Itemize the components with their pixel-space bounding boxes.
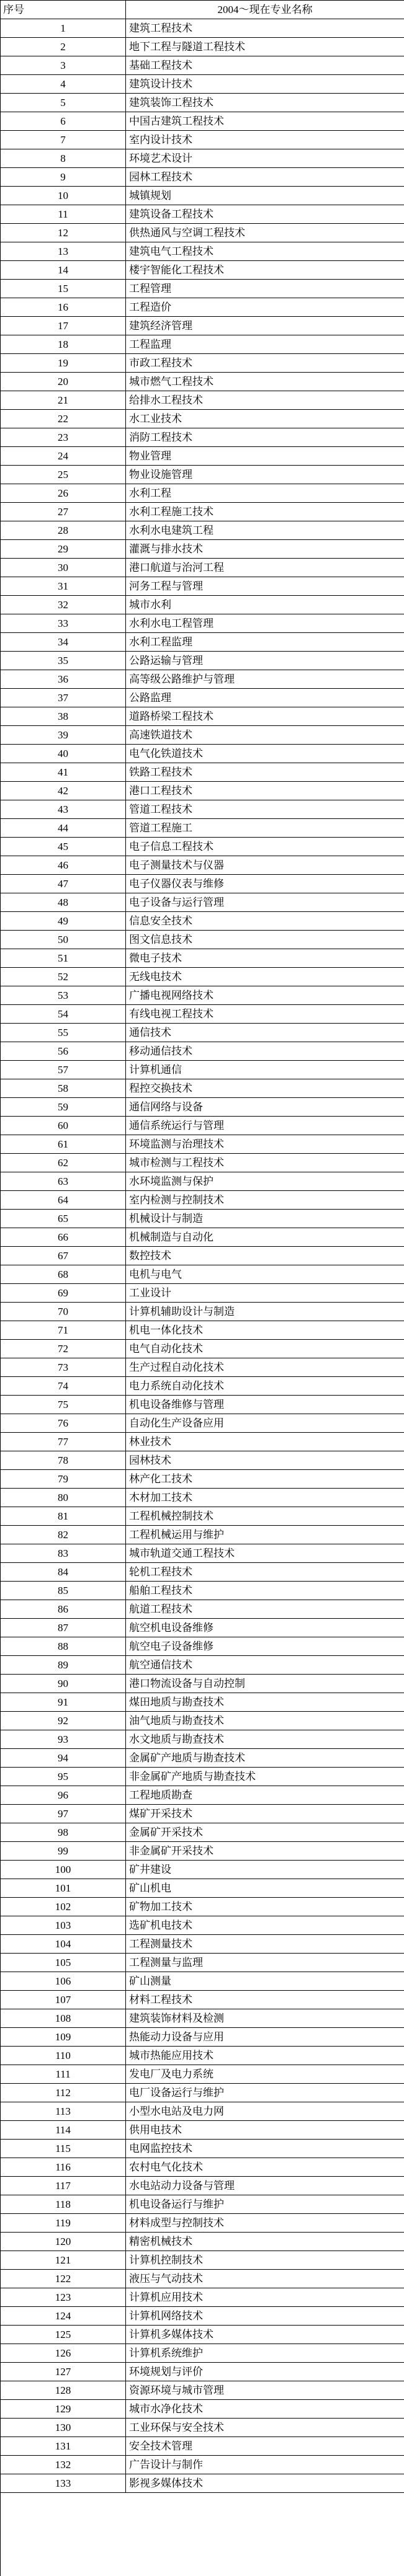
row-index-cell: 63: [1, 1172, 126, 1191]
row-index-cell: 21: [1, 391, 126, 410]
row-index-cell: 70: [1, 1303, 126, 1321]
row-major-name-cell: 建筑设备工程技术: [126, 205, 404, 224]
row-index-cell: 82: [1, 1526, 126, 1544]
row-index-cell: 45: [1, 838, 126, 856]
row-major-name-cell: 材料工程技术: [126, 1991, 404, 2009]
row-index-cell: 28: [1, 521, 126, 540]
row-index-cell: 53: [1, 986, 126, 1005]
row-major-name-cell: 水利水电建筑工程: [126, 521, 404, 540]
row-major-name-cell: 金属矿开采技术: [126, 1823, 404, 1842]
row-index-cell: 132: [1, 2456, 126, 2474]
row-index-cell: 98: [1, 1823, 126, 1842]
row-major-name-cell: 煤矿开采技术: [126, 1805, 404, 1823]
row-major-name-cell: 公路运输与管理: [126, 652, 404, 670]
row-index-cell: 37: [1, 689, 126, 707]
row-index-cell: 2: [1, 38, 126, 56]
row-major-name-cell: 城市水净化技术: [126, 2400, 404, 2419]
row-major-name-cell: 煤田地质与勘查技术: [126, 1693, 404, 1712]
row-major-name-cell: 影视多媒体技术: [126, 2474, 404, 2493]
row-index-cell: 1: [1, 19, 126, 38]
row-major-name-cell: 水利工程施工技术: [126, 503, 404, 521]
row-index-cell: 73: [1, 1358, 126, 1377]
row-index-cell: 131: [1, 2437, 126, 2456]
row-index-cell: 119: [1, 2214, 126, 2233]
row-index-cell: 114: [1, 2121, 126, 2140]
row-major-name-cell: 非金属矿开采技术: [126, 1842, 404, 1861]
row-index-cell: 108: [1, 2009, 126, 2028]
row-index-cell: 33: [1, 614, 126, 633]
row-index-cell: 69: [1, 1284, 126, 1303]
row-major-name-cell: 移动通信技术: [126, 1042, 404, 1061]
row-major-name-cell: 消防工程技术: [126, 428, 404, 447]
row-major-name-cell: 自动化生产设备应用: [126, 1414, 404, 1433]
row-index-cell: 81: [1, 1507, 126, 1526]
row-index-cell: 94: [1, 1749, 126, 1768]
row-major-name-cell: 市政工程技术: [126, 354, 404, 373]
row-index-cell: 84: [1, 1563, 126, 1582]
row-index-cell: 129: [1, 2400, 126, 2419]
row-major-name-cell: 数控技术: [126, 1247, 404, 1265]
row-major-name-cell: 计算机系统维护: [126, 2344, 404, 2363]
row-index-cell: 92: [1, 1712, 126, 1730]
row-index-cell: 61: [1, 1135, 126, 1154]
header-index: 序号: [1, 1, 126, 19]
row-index-cell: 102: [1, 1898, 126, 1916]
row-major-name-cell: 电子信息工程技术: [126, 838, 404, 856]
row-index-cell: 111: [1, 2065, 126, 2084]
row-index-cell: 32: [1, 596, 126, 614]
row-index-cell: 50: [1, 931, 126, 949]
row-major-name-cell: 机械设计与制造: [126, 1210, 404, 1228]
row-major-name-cell: 油气地质与勘查技术: [126, 1712, 404, 1730]
row-major-name-cell: 港口物流设备与自动控制: [126, 1675, 404, 1693]
row-index-cell: 83: [1, 1544, 126, 1563]
row-major-name-cell: 船舶工程技术: [126, 1582, 404, 1600]
row-index-cell: 51: [1, 949, 126, 968]
row-major-name-cell: 物业设施管理: [126, 466, 404, 484]
row-index-cell: 7: [1, 131, 126, 149]
row-index-cell: 49: [1, 912, 126, 931]
row-major-name-cell: 工程管理: [126, 280, 404, 298]
row-index-cell: 39: [1, 726, 126, 745]
row-index-cell: 120: [1, 2233, 126, 2251]
row-index-cell: 71: [1, 1321, 126, 1340]
row-index-cell: 85: [1, 1582, 126, 1600]
row-major-name-cell: 矿山测量: [126, 1972, 404, 1991]
row-index-cell: 123: [1, 2288, 126, 2307]
row-major-name-cell: 建筑经济管理: [126, 317, 404, 335]
row-index-cell: 104: [1, 1935, 126, 1954]
row-major-name-cell: 电机与电气: [126, 1265, 404, 1284]
row-index-cell: 66: [1, 1228, 126, 1247]
row-major-name-cell: 建筑电气工程技术: [126, 242, 404, 261]
row-major-name-cell: 机电设备运行与维护: [126, 2195, 404, 2214]
row-major-name-cell: 电子设备与运行管理: [126, 893, 404, 912]
row-major-name-cell: 材料成型与控制技术: [126, 2214, 404, 2233]
row-major-name-cell: 航道工程技术: [126, 1600, 404, 1619]
row-major-name-cell: 液压与气动技术: [126, 2270, 404, 2288]
row-index-cell: 30: [1, 559, 126, 577]
row-major-name-cell: 环境规划与评价: [126, 2363, 404, 2381]
row-major-name-cell: 工程机械控制技术: [126, 1507, 404, 1526]
row-major-name-cell: 建筑设计技术: [126, 75, 404, 94]
row-major-name-cell: 港口航道与治河工程: [126, 559, 404, 577]
row-index-cell: 106: [1, 1972, 126, 1991]
row-index-cell: 56: [1, 1042, 126, 1061]
row-index-cell: 14: [1, 261, 126, 280]
row-index-cell: 47: [1, 875, 126, 893]
row-major-name-cell: 资源环境与城市管理: [126, 2381, 404, 2400]
row-major-name-cell: 高等级公路维护与管理: [126, 670, 404, 689]
row-major-name-cell: 城市燃气工程技术: [126, 373, 404, 391]
row-index-cell: 76: [1, 1414, 126, 1433]
row-index-cell: 90: [1, 1675, 126, 1693]
row-major-name-cell: 机械制造与自动化: [126, 1228, 404, 1247]
row-major-name-cell: 建筑工程技术: [126, 19, 404, 38]
row-index-cell: 48: [1, 893, 126, 912]
row-index-cell: 117: [1, 2177, 126, 2195]
row-index-cell: 74: [1, 1377, 126, 1396]
row-index-cell: 57: [1, 1061, 126, 1079]
row-major-name-cell: 城镇规划: [126, 187, 404, 205]
row-major-name-cell: 非金属矿产地质与勘查技术: [126, 1768, 404, 1786]
row-major-name-cell: 工程测量与监理: [126, 1954, 404, 1972]
row-major-name-cell: 机电设备维修与管理: [126, 1396, 404, 1414]
row-index-cell: 86: [1, 1600, 126, 1619]
row-major-name-cell: 程控交换技术: [126, 1079, 404, 1098]
row-index-cell: 15: [1, 280, 126, 298]
row-index-cell: 19: [1, 354, 126, 373]
row-index-cell: 60: [1, 1117, 126, 1135]
row-index-cell: 110: [1, 2047, 126, 2065]
row-major-name-cell: 金属矿产地质与勘查技术: [126, 1749, 404, 1768]
row-index-cell: 80: [1, 1489, 126, 1507]
row-major-name-cell: 城市检测与工程技术: [126, 1154, 404, 1172]
row-major-name-cell: 建筑装饰材料及检测: [126, 2009, 404, 2028]
row-major-name-cell: 供热通风与空调工程技术: [126, 224, 404, 242]
row-index-cell: 91: [1, 1693, 126, 1712]
row-major-name-cell: 电气化铁道技术: [126, 745, 404, 763]
row-major-name-cell: 广告设计与制作: [126, 2456, 404, 2474]
row-major-name-cell: 工业设计: [126, 1284, 404, 1303]
row-major-name-cell: 有线电视工程技术: [126, 1005, 404, 1024]
row-major-name-cell: 矿山机电: [126, 1879, 404, 1898]
row-index-cell: 62: [1, 1154, 126, 1172]
row-major-name-cell: 城市轨道交通工程技术: [126, 1544, 404, 1563]
row-major-name-cell: 铁路工程技术: [126, 763, 404, 782]
row-index-cell: 121: [1, 2251, 126, 2270]
row-major-name-cell: 农村电气化技术: [126, 2158, 404, 2177]
row-index-cell: 40: [1, 745, 126, 763]
row-major-name-cell: 林产化工技术: [126, 1470, 404, 1489]
row-major-name-cell: 河务工程与管理: [126, 577, 404, 596]
row-major-name-cell: 灌溉与排水技术: [126, 540, 404, 559]
row-major-name-cell: 工程地质勘查: [126, 1786, 404, 1805]
row-index-cell: 13: [1, 242, 126, 261]
row-major-name-cell: 环境艺术设计: [126, 149, 404, 168]
row-major-name-cell: 计算机控制技术: [126, 2251, 404, 2270]
row-index-cell: 79: [1, 1470, 126, 1489]
row-index-cell: 127: [1, 2363, 126, 2381]
row-major-name-cell: 通信系统运行与管理: [126, 1117, 404, 1135]
row-index-cell: 29: [1, 540, 126, 559]
row-index-cell: 4: [1, 75, 126, 94]
row-index-cell: 3: [1, 56, 126, 75]
row-major-name-cell: 航空电子设备维修: [126, 1637, 404, 1656]
row-index-cell: 112: [1, 2084, 126, 2102]
row-index-cell: 17: [1, 317, 126, 335]
row-major-name-cell: 公路监理: [126, 689, 404, 707]
row-major-name-cell: 安全技术管理: [126, 2437, 404, 2456]
row-index-cell: 42: [1, 782, 126, 800]
row-index-cell: 72: [1, 1340, 126, 1358]
row-major-name-cell: 林业技术: [126, 1433, 404, 1451]
row-major-name-cell: 物业管理: [126, 447, 404, 466]
row-index-cell: 97: [1, 1805, 126, 1823]
row-index-cell: 22: [1, 410, 126, 428]
row-major-name-cell: 电气自动化技术: [126, 1340, 404, 1358]
row-index-cell: 124: [1, 2307, 126, 2326]
row-major-name-cell: 水电站动力设备与管理: [126, 2177, 404, 2195]
row-index-cell: 122: [1, 2270, 126, 2288]
row-index-cell: 20: [1, 373, 126, 391]
row-major-name-cell: 小型水电站及电力网: [126, 2102, 404, 2121]
row-major-name-cell: 工程测量技术: [126, 1935, 404, 1954]
row-index-cell: 109: [1, 2028, 126, 2047]
row-major-name-cell: 电网监控技术: [126, 2140, 404, 2158]
row-major-name-cell: 广播电视网络技术: [126, 986, 404, 1005]
row-major-name-cell: 港口工程技术: [126, 782, 404, 800]
row-major-name-cell: 高速铁道技术: [126, 726, 404, 745]
row-index-cell: 23: [1, 428, 126, 447]
row-index-cell: 100: [1, 1861, 126, 1879]
row-index-cell: 88: [1, 1637, 126, 1656]
row-index-cell: 6: [1, 112, 126, 131]
row-index-cell: 54: [1, 1005, 126, 1024]
row-major-name-cell: 室内检测与控制技术: [126, 1191, 404, 1210]
row-major-name-cell: 园林工程技术: [126, 168, 404, 187]
row-index-cell: 89: [1, 1656, 126, 1675]
row-major-name-cell: 水利工程: [126, 484, 404, 503]
row-major-name-cell: 生产过程自动化技术: [126, 1358, 404, 1377]
row-major-name-cell: 楼宇智能化工程技术: [126, 261, 404, 280]
row-index-cell: 8: [1, 149, 126, 168]
row-index-cell: 96: [1, 1786, 126, 1805]
row-index-cell: 64: [1, 1191, 126, 1210]
row-major-name-cell: 计算机辅助设计与制造: [126, 1303, 404, 1321]
row-major-name-cell: 计算机多媒体技术: [126, 2326, 404, 2344]
row-major-name-cell: 图文信息技术: [126, 931, 404, 949]
row-major-name-cell: 水工业技术: [126, 410, 404, 428]
row-index-cell: 36: [1, 670, 126, 689]
row-major-name-cell: 矿井建设: [126, 1861, 404, 1879]
row-major-name-cell: 选矿机电技术: [126, 1916, 404, 1935]
row-index-cell: 31: [1, 577, 126, 596]
row-index-cell: 5: [1, 94, 126, 112]
row-index-cell: 103: [1, 1916, 126, 1935]
row-major-name-cell: 机电一体化技术: [126, 1321, 404, 1340]
header-major-name: 2004～现在专业名称: [126, 1, 404, 19]
row-major-name-cell: 工程造价: [126, 298, 404, 317]
row-major-name-cell: 矿物加工技术: [126, 1898, 404, 1916]
row-major-name-cell: 信息安全技术: [126, 912, 404, 931]
row-major-name-cell: 计算机应用技术: [126, 2288, 404, 2307]
row-major-name-cell: 基础工程技术: [126, 56, 404, 75]
row-index-cell: 27: [1, 503, 126, 521]
row-index-cell: 128: [1, 2381, 126, 2400]
row-major-name-cell: 水环境监测与保护: [126, 1172, 404, 1191]
row-index-cell: 95: [1, 1768, 126, 1786]
row-major-name-cell: 通信网络与设备: [126, 1098, 404, 1117]
row-major-name-cell: 轮机工程技术: [126, 1563, 404, 1582]
row-index-cell: 25: [1, 466, 126, 484]
row-major-name-cell: 环境监测与治理技术: [126, 1135, 404, 1154]
row-major-name-cell: 水利水电工程管理: [126, 614, 404, 633]
row-major-name-cell: 发电厂及电力系统: [126, 2065, 404, 2084]
row-index-cell: 58: [1, 1079, 126, 1098]
row-index-cell: 24: [1, 447, 126, 466]
row-major-name-cell: 电子仪器仪表与维修: [126, 875, 404, 893]
row-index-cell: 35: [1, 652, 126, 670]
row-index-cell: 16: [1, 298, 126, 317]
row-major-name-cell: 水利工程监理: [126, 633, 404, 652]
row-index-cell: 38: [1, 707, 126, 726]
row-major-name-cell: 工程监理: [126, 335, 404, 354]
row-index-cell: 125: [1, 2326, 126, 2344]
row-major-name-cell: 航空机电设备维修: [126, 1619, 404, 1637]
row-major-name-cell: 道路桥梁工程技术: [126, 707, 404, 726]
row-index-cell: 93: [1, 1730, 126, 1749]
row-major-name-cell: 计算机网络技术: [126, 2307, 404, 2326]
row-major-name-cell: 计算机通信: [126, 1061, 404, 1079]
row-index-cell: 12: [1, 224, 126, 242]
row-major-name-cell: 航空通信技术: [126, 1656, 404, 1675]
row-index-cell: 52: [1, 968, 126, 986]
row-index-cell: 18: [1, 335, 126, 354]
row-major-name-cell: 地下工程与隧道工程技术: [126, 38, 404, 56]
row-major-name-cell: 通信技术: [126, 1024, 404, 1042]
row-index-cell: 101: [1, 1879, 126, 1898]
row-index-cell: 46: [1, 856, 126, 875]
row-index-cell: 34: [1, 633, 126, 652]
row-major-name-cell: 供用电技术: [126, 2121, 404, 2140]
row-index-cell: 99: [1, 1842, 126, 1861]
row-index-cell: 68: [1, 1265, 126, 1284]
row-index-cell: 65: [1, 1210, 126, 1228]
row-index-cell: 87: [1, 1619, 126, 1637]
row-index-cell: 43: [1, 800, 126, 819]
row-index-cell: 75: [1, 1396, 126, 1414]
row-index-cell: 118: [1, 2195, 126, 2214]
row-major-name-cell: 热能动力设备与应用: [126, 2028, 404, 2047]
row-index-cell: 107: [1, 1991, 126, 2009]
row-index-cell: 113: [1, 2102, 126, 2121]
row-major-name-cell: 木材加工技术: [126, 1489, 404, 1507]
row-index-cell: 10: [1, 187, 126, 205]
row-index-cell: 77: [1, 1433, 126, 1451]
row-index-cell: 133: [1, 2474, 126, 2493]
row-major-name-cell: 室内设计技术: [126, 131, 404, 149]
row-index-cell: 26: [1, 484, 126, 503]
row-index-cell: 126: [1, 2344, 126, 2363]
row-index-cell: 115: [1, 2140, 126, 2158]
row-index-cell: 105: [1, 1954, 126, 1972]
row-major-name-cell: 电厂设备运行与维护: [126, 2084, 404, 2102]
row-major-name-cell: 工程机械运用与维护: [126, 1526, 404, 1544]
row-major-name-cell: 精密机械技术: [126, 2233, 404, 2251]
row-major-name-cell: 园林技术: [126, 1451, 404, 1470]
row-index-cell: 9: [1, 168, 126, 187]
row-major-name-cell: 电子测量技术与仪器: [126, 856, 404, 875]
row-major-name-cell: 水文地质与勘查技术: [126, 1730, 404, 1749]
row-major-name-cell: 中国古建筑工程技术: [126, 112, 404, 131]
row-major-name-cell: 微电子技术: [126, 949, 404, 968]
row-index-cell: 55: [1, 1024, 126, 1042]
row-index-cell: 130: [1, 2419, 126, 2437]
row-major-name-cell: 电力系统自动化技术: [126, 1377, 404, 1396]
row-major-name-cell: 无线电技术: [126, 968, 404, 986]
row-index-cell: 116: [1, 2158, 126, 2177]
row-index-cell: 41: [1, 763, 126, 782]
row-major-name-cell: 城市热能应用技术: [126, 2047, 404, 2065]
row-major-name-cell: 给排水工程技术: [126, 391, 404, 410]
row-index-cell: 59: [1, 1098, 126, 1117]
row-major-name-cell: 管道工程技术: [126, 800, 404, 819]
row-index-cell: 11: [1, 205, 126, 224]
row-major-name-cell: 工业环保与安全技术: [126, 2419, 404, 2437]
row-major-name-cell: 管道工程施工: [126, 819, 404, 838]
row-major-name-cell: 建筑装饰工程技术: [126, 94, 404, 112]
row-index-cell: 67: [1, 1247, 126, 1265]
row-index-cell: 78: [1, 1451, 126, 1470]
row-major-name-cell: 城市水利: [126, 596, 404, 614]
row-index-cell: 44: [1, 819, 126, 838]
